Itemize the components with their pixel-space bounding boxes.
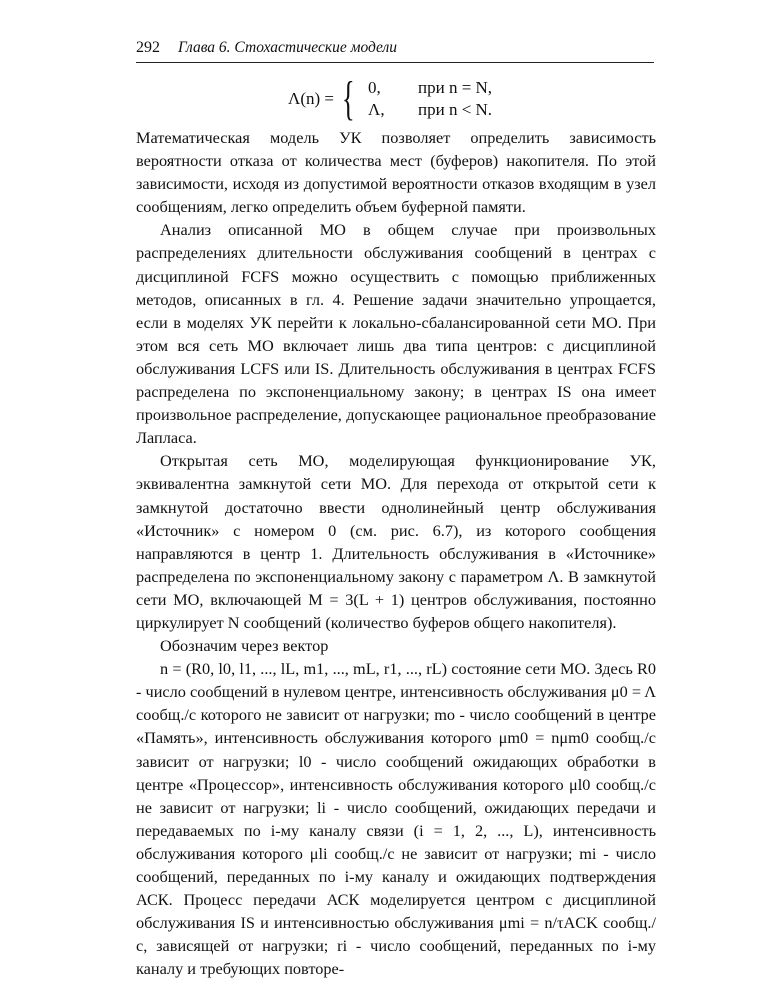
running-header [136, 38, 654, 57]
formula-lhs: Λ(n) = [288, 89, 334, 108]
paragraph-1: Математическая модель УК позволяет определить зависимость вероятности отказа от количества мест (буферов) накопителя. По этой зависимости, исходя из допустимой вероятности отказов входящим в узел сообщениям, легко определить объем буферной памяти. [136, 128, 656, 217]
paragraph-2: Анализ описанной МО в общем случае при произвольных распределениях длительности обслуживания сообщений в центрах с дисциплиной FCFS можно осуществить с помощью приближенных методов, описанных в гл. 4. Решение задачи значительно упрощается, если в моделях УК перейти к локально-сбалансированной сети МО. При этом вся сеть МО включает лишь два типа центров: с дисциплиной обслуживания LCFS или IS. Длительность обслуживания в центрах FCFS распределена по экспоненциальному закону; в центрах IS она имеет произвольное распределение, допускающее рациональное преобразование Лапласа. [136, 220, 656, 448]
paragraph-5: n = (R0, l0, l1, ..., lL, m1, ..., mL, r1, ..., rL) состояние сети МО. Здесь R0 - число сообщений в нулевом центре, интенсивность обслуживания μ0 = Λ сообщ./с которого не зависит от нагрузки; mo - число сообщений в центре «Память», интенсивность обслуживания которого μm0 = nμm0 сообщ./с зависит от нагрузки; l0 - число сообщений ожидающих обработки в центре «Процессор», интенсивность обслуживания которого μl0 сообщ./с не зависит от нагрузки; li - число сообщений, ожидающих передачи и передаваемых по i-му каналу связи (i = 1, 2, ..., L), интенсивность обслуживания которого μli сообщ./с не зависит от нагрузки; mi - число сообщений, переданных по i-му каналу и ожидающих подтверждения АСК. Процесс передачи АСК моделируется центром с дисциплиной обслуживания IS и интенсивностью обслуживания μmi = n/τACK сообщ./с, зависящей от нагрузки; ri - число сообщений, переданных по i-му каналу и требующих повторе- [136, 659, 656, 979]
case-2-value: Λ, [368, 100, 385, 119]
case-1-condition: при n = N, [418, 78, 493, 97]
formula-case-2 [368, 100, 492, 120]
page-number: 292 [136, 39, 160, 56]
formula-case-1 [368, 78, 492, 98]
formula-brace: { [342, 72, 355, 125]
chapter-title: Глава 6. Стохастические модели [178, 39, 398, 56]
case-1-value: 0, [368, 78, 381, 97]
paragraph-3: Открытая сеть МО, моделирующая функционирование УК, эквивалентна замкнутой сети МО. Для перехода от открытой сети к замкнутой достаточно ввести однолинейный центр обслуживания «Источник» с номером 0 (см. рис. 6.7), из которого сообщения направляются в центр 1. Длительность обслуживания в «Источнике» распределена по экспоненциальному закону с параметром Λ. В замкнутой сети МО, включающей M = 3(L + 1) центров обслуживания, постоянно циркулирует N сообщений (количество буферов общего накопителя). [136, 451, 656, 632]
header-rule [136, 62, 654, 63]
body-text [136, 126, 656, 980]
case-2-condition: при n < N. [418, 100, 493, 119]
paragraph-4: Обозначим через вектор [160, 636, 329, 656]
